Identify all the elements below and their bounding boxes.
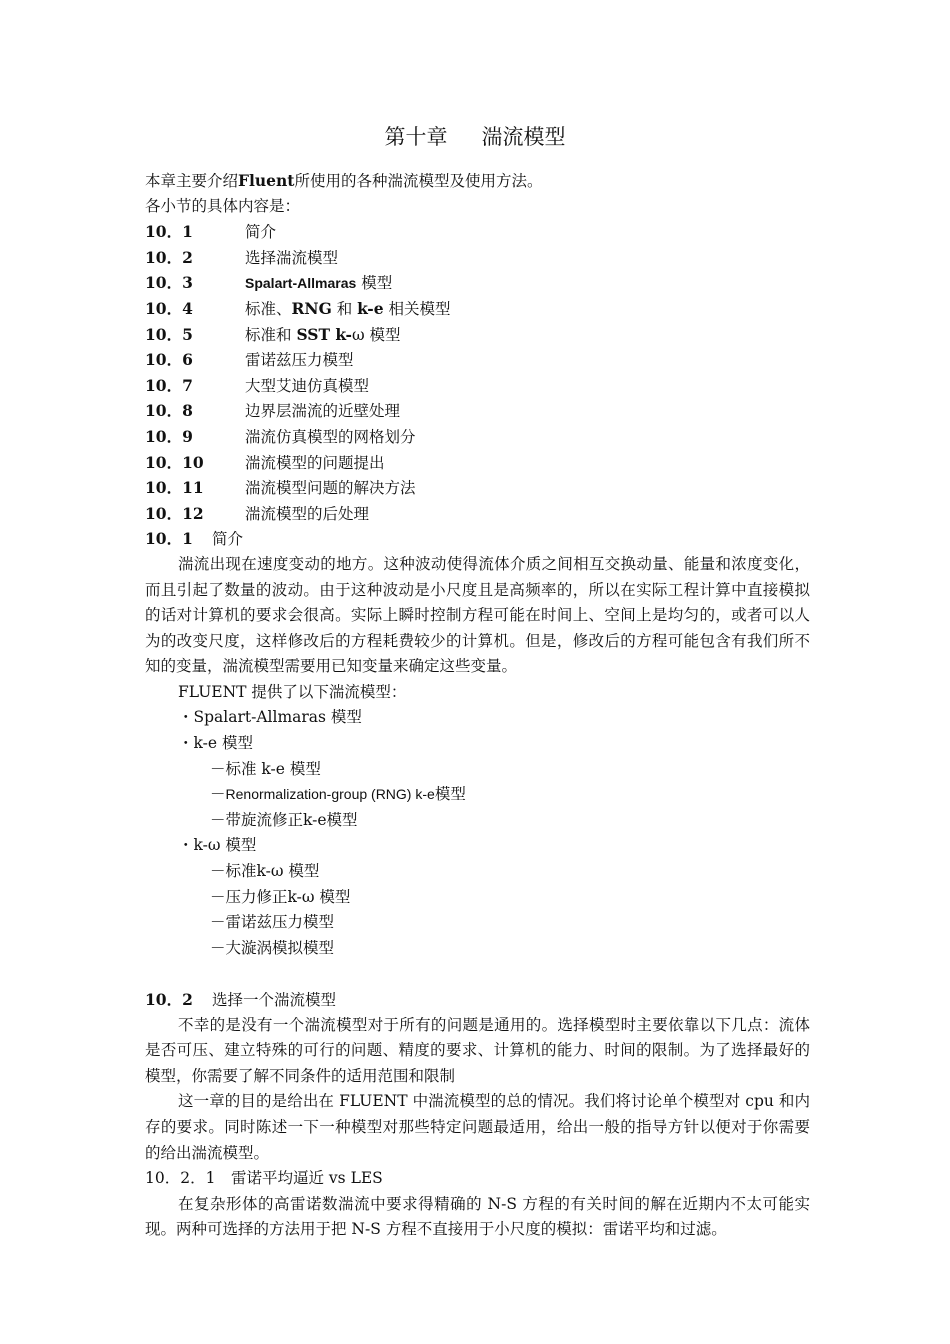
intro-line: 各小节的具体内容是： xyxy=(145,196,301,215)
toc-entry: 10．5 标准和 SST k-ω 模型 xyxy=(145,324,401,344)
paragraph-line: FLUENT 提供了以下湍流模型： xyxy=(178,682,407,701)
toc-entry: 10．8 边界层湍流的近壁处理 xyxy=(145,401,401,421)
list-item: －标准 k-e 模型 xyxy=(210,759,321,778)
list-item: ・Spalart-Allmaras 模型 xyxy=(178,708,362,727)
toc-entry: 10．1 简介 xyxy=(145,222,277,242)
toc-entry: 10．12 湍流模型的后处理 xyxy=(145,503,370,523)
toc-entry: 10．11 湍流模型问题的解决方法 xyxy=(145,478,416,498)
paragraph: 不幸的是没有一个湍流模型对于所有的问题是通用的。选择模型时主要依靠以下几点：流体是否可压、建立特殊的可行的问题、精度的要求、计算机的能力、时间的限制。为了选择最好的模型，你需要了解不同条件的适用范围和限制 xyxy=(145,1015,810,1085)
chapter-name: 湍流模型 xyxy=(481,125,566,149)
list-item: －Renormalization-group (RNG) k-e模型 xyxy=(210,785,466,804)
toc-entry: 10．7 大型艾迪仿真模型 xyxy=(145,375,370,395)
toc-entry: 10．10 湍流模型的问题提出 xyxy=(145,452,385,472)
paragraph: 湍流出现在速度变动的地方。这种波动使得流体介质之间相互交换动量、能量和浓度变化，而且引起了数量的波动。由于这种波动是小尺度且是高频率的，所以在实际工程计算中直接模拟的话对计算机的要求会很高。实际上瞬时控制方程可能在时间上、空间上是均匀的，或者可以人为的改变尺度，这样修改后的方程耗费较少的计算机。但是，修改后的方程可能包含有我们所不知的变量，湍流模型需要用已知变量来确定这些变量。 xyxy=(145,554,810,676)
chapter-number: 第十章 xyxy=(384,125,448,149)
paragraph: 在复杂形体的高雷诺数湍流中要求得精确的 N-S 方程的有关时间的解在近期内不太可能实现。两种可选择的方法用于把 N-S 方程不直接用于小尺度的模拟：雷诺平均和过滤。 xyxy=(145,1194,810,1239)
spacer xyxy=(145,961,810,987)
toc-entry: 10．2 选择湍流模型 xyxy=(145,247,339,267)
chapter-title xyxy=(0,121,950,151)
list-item: －雷诺兹压力模型 xyxy=(210,913,335,932)
list-item: ・k-ω 模型 xyxy=(178,836,257,855)
toc-entry: 10．4 标准、RNG 和 k-e 相关模型 xyxy=(145,298,451,318)
table-of-contents xyxy=(145,219,810,526)
toc-entry: 10．3 Spalart-Allmaras 模型 xyxy=(145,273,393,293)
section-heading: 10．2 选择一个湍流模型 xyxy=(145,990,337,1009)
intro-line: 本章主要介绍Fluent所使用的各种湍流模型及使用方法。 xyxy=(145,171,543,190)
toc-entry: 10．9 湍流仿真模型的网格划分 xyxy=(145,426,416,446)
paragraph: 这一章的目的是给出在 FLUENT 中湍流模型的总的情况。我们将讨论单个模型对 cpu 和内存的要求。同时陈述一下一种模型对那些特定问题最适用，给出一般的指导方针以便对于你需要的给出湍流模型。 xyxy=(145,1092,810,1162)
section-heading: 10．1 简介 xyxy=(145,529,244,549)
list-item: －带旋流修正k-e模型 xyxy=(210,810,358,829)
toc-entry: 10．6 雷诺兹压力模型 xyxy=(145,350,354,370)
list-item: ・k-e 模型 xyxy=(178,734,253,753)
list-item: －压力修正k-ω 模型 xyxy=(210,887,351,906)
list-item: －标准k-ω 模型 xyxy=(210,862,320,881)
list-item: －大漩涡模拟模型 xyxy=(210,938,335,957)
model-list xyxy=(145,705,810,961)
subsection-heading: 10．2．1 雷诺平均逼近 vs LES xyxy=(145,1169,383,1188)
document-body xyxy=(145,168,810,1243)
